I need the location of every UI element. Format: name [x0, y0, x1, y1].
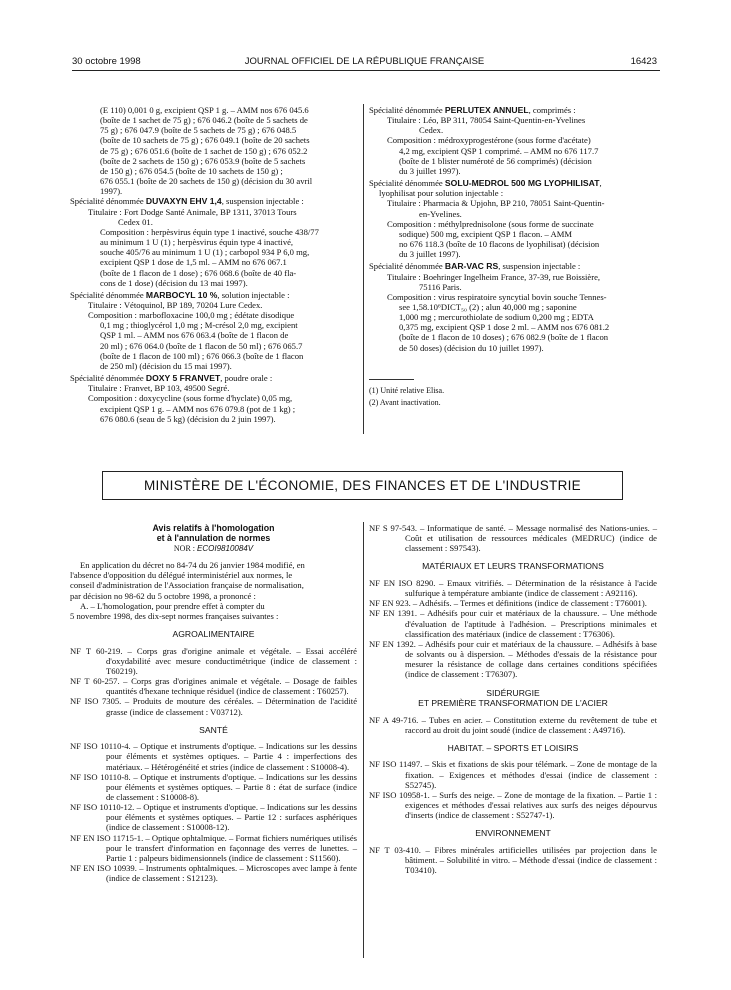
composition: [369, 292, 657, 353]
avis-title: [70, 523, 357, 543]
specialite-suffix: , comprimés :: [528, 105, 576, 115]
text-line: Composition : herpèsvirus équin type 1 inactivé, souche 438/77: [100, 226, 319, 237]
specialite-suffix: , suspension injectable :: [221, 196, 304, 207]
text-line: (boîte de 1 blister numéroté de 56 comprimés) (décision: [399, 155, 592, 166]
norm-description: – Adhésifs pour cuir et matériaux de la chaussure. – Une méthode d'évaluation de l'aptitude à l'adhésion. – Prescriptions minimales et classification des matériaux (indice de classement : T76306).: [405, 608, 657, 639]
norm-reference: NF T 03-410.: [369, 844, 421, 855]
text-line: du 3 juillet 1997).: [399, 249, 461, 260]
lead-line: (E 110) 0,001 0 g, excipient QSP 1 g. – AMM nos 676 045.6: [100, 105, 309, 115]
lead-paragraph: [70, 105, 358, 196]
text-line: Cedex 01.: [118, 216, 153, 227]
specialite-prefix: Spécialité dénommée: [70, 373, 144, 384]
norm-entry: [369, 639, 657, 680]
avis-intro: [70, 560, 357, 621]
top-left-column: [70, 105, 358, 424]
intro-line: 5 novembre 1998, des dix-sept normes françaises suivantes :: [70, 610, 279, 621]
text-line: (boîte de 1 flacon de 1 dose) ; 676 068.6 (boîte de 40 fla-: [100, 267, 297, 278]
top-column-divider: [363, 104, 364, 434]
text-line: 0,1 mg ; thioglycérol 1,0 mg ; M-crésol 2,0 mg, excipient: [100, 320, 298, 331]
header-journal-title: JOURNAL OFFICIEL DE LA RÉPUBLIQUE FRANÇAISE: [244, 56, 485, 67]
nor-reference: [70, 544, 357, 554]
section-heading: [70, 725, 357, 736]
specialite-prefix: Spécialité dénommée: [70, 289, 144, 300]
specialite-name: SOLU-MEDROL 500 MG LYOPHILISAT: [444, 178, 600, 189]
norm-description: – Adhésifs pour cuir et matériaux de la chaussure. – Adhésifs à base de solvants ou à dispersion. – Méthodes d'essais de la résistance pour mesurer la résistance de collage dans certaines conditions spécifiées (indice de classement : T76307).: [405, 638, 657, 680]
ministry-banner: MINISTÈRE DE L'ÉCONOMIE, DES FINANCES ET DE L'INDUSTRIE: [102, 471, 623, 500]
intro-line: A. – L'homologation, pour prendre effet à compter du: [80, 600, 265, 611]
specialite-duvaxyn: [70, 196, 358, 287]
text-line: QSP 1 ml. – AMM nos 676 063.4 (boîte de 1 flacon de: [100, 330, 289, 341]
norm-reference: NF ISO 10110-12.: [70, 802, 135, 813]
specialite-solumedrol: [369, 178, 657, 259]
lead-line: (boîte de 1 sachet de 75 g) ; 676 046.2 (boîte de 5 sachets de: [100, 115, 308, 126]
nor-code: ECOI9810084V: [197, 544, 254, 553]
section-heading-line: AGROALIMENTAIRE: [172, 629, 255, 640]
lead-line: (boîte de 10 sachets de 75 g) ; 676 049.1 (boîte de 20 sachets: [100, 135, 310, 146]
text-line: Composition : virus respiratoire syncytial bovin souche Tennes-: [387, 291, 607, 302]
titulaire: [369, 198, 657, 218]
norm-description: – Adhésifs. – Termes et définitions (indice de classement : T76001).: [410, 598, 647, 609]
norm-reference: NF T 60-219.: [70, 645, 123, 656]
norm-entry: [369, 608, 657, 638]
norm-reference: NF EN 1391.: [369, 608, 418, 619]
text-line: 1,000 mg ; mercurothiolate de sodium 0,200 mg ; EDTA: [399, 312, 594, 323]
text-line: Composition : marbofloxacine 100,0 mg ; édétate disodique: [88, 310, 295, 321]
section-heading-line: MATÉRIAUX ET LEURS TRANSFORMATIONS: [422, 561, 604, 572]
section-heading-line: SANTÉ: [199, 724, 228, 735]
text-line: Titulaire : Franvet, BP 103, 49500 Segré.: [88, 383, 230, 394]
composition: [369, 135, 657, 176]
intro-line: l'absence d'opposition du délégué interministériel aux normes, le: [70, 570, 293, 581]
text-line: au minimum 1 U (1) ; herpèsvirus équin type 4 inactivé,: [100, 237, 294, 248]
specialite-heading: [369, 178, 657, 188]
norm-reference: NF ISO 10958-1.: [369, 789, 430, 800]
norm-entry: [369, 845, 657, 875]
norm-reference: NF ISO 10110-4.: [70, 741, 131, 752]
page-header: [72, 56, 657, 70]
avis-title-line: et à l'annulation de normes: [156, 533, 271, 543]
text-line: Titulaire : Pharmacia & Upjohn, BP 210, 78051 Saint-Quentin-: [387, 198, 605, 209]
intro-line: par décision no 98-62 du 5 octobre 1998, a prononcé :: [70, 590, 256, 601]
text-line: see 1,58.10⁶DICT₅₀ (2) ; alun 40,000 mg ; saponine: [399, 301, 577, 312]
specialite-heading: [70, 373, 358, 383]
specialite-prefix: Spécialité dénommée: [369, 261, 443, 272]
norm-description: – Instruments ophtalmiques. – Microscopes avec lampe à fente (indice de classement : S12123).: [106, 863, 357, 884]
section-heading: [369, 828, 657, 839]
norm-entry: [369, 598, 657, 608]
text-line: Composition : doxycycline (sous forme d'hyclate) 0,05 mg,: [88, 393, 293, 404]
norm-reference: NF T 60-257.: [70, 676, 120, 687]
lead-line: 75 g) ; 676 047.9 (boîte de 5 sachets de 75 g) ; 676 048.5: [100, 125, 297, 136]
footnote: (1) Unité relative Elisa.: [369, 385, 445, 395]
lead-line: 676 055.1 (boîte de 20 sachets de 150 g) (décision du 30 avril: [100, 176, 313, 187]
text-line: 0,375 mg, excipient QSP 1 dose 2 ml. – AMM nos 676 081.2: [399, 322, 610, 333]
specialite-form: lyophilisat pour solution injectable :: [379, 188, 504, 199]
norm-description: – Informatique de santé. – Message normalisé des Nations-unies. – Coût et utilisation de ressources médicales (MEDRUC) (indice de classement : S97543).: [405, 523, 658, 554]
specialite-perlutex: [369, 105, 657, 176]
section-heading: [70, 629, 357, 640]
composition: [70, 393, 358, 423]
norm-reference: NF EN ISO 8290.: [369, 577, 436, 588]
text-line: 20 ml) ; 676 064.0 (boîte de 1 flacon de 50 ml) ; 676 065.7: [100, 340, 303, 351]
titulaire: [70, 207, 358, 227]
section-heading-line: HABITAT. – SPORTS ET LOISIRS: [447, 742, 579, 753]
norm-description: – Optique et instruments d'optique. – Indications sur les dessins pour éléments et systèmes optiques. – Partie 12 : surfaces asphériques (indice de classement : S10008-12).: [106, 802, 357, 833]
norm-entry: [369, 578, 657, 598]
norm-entry: [70, 696, 357, 716]
norm-reference: NF A 49-716.: [369, 714, 419, 725]
norm-entry: [369, 715, 657, 735]
norm-entry: [70, 741, 357, 771]
specialite-barvac: [369, 261, 657, 352]
titulaire: [70, 383, 358, 393]
text-line: souche 405/76 au minimum 1 U (1) ; carbopol 934 P 6,0 mg,: [100, 247, 310, 258]
norm-reference: NF ISO 10110-8.: [70, 771, 131, 782]
section-heading-line: ET PREMIÈRE TRANSFORMATION DE L'ACIER: [418, 698, 608, 709]
specialite-prefix: Spécialité dénommée: [369, 178, 443, 189]
text-line: sodique) 500 mg, excipient QSP 1 flacon. – AMM: [399, 228, 572, 239]
footnotes: [369, 379, 657, 409]
norm-entry: [369, 790, 657, 820]
text-line: Titulaire : Fort Dodge Santé Animale, BP 1311, 37013 Tours: [88, 206, 297, 217]
norm-description: – Fibres minérales artificielles utilisées par projection dans le bâtiment. – Solubilité in vitro. – Méthode d'essai (indice de classement : T03410).: [405, 844, 658, 876]
specialite-name: PERLUTEX ANNUEL: [444, 105, 529, 115]
norm-entry: [70, 833, 357, 863]
text-line: excipient QSP 1 dose de 1,5 ml. – AMM no 676 067.1: [100, 257, 287, 268]
section-heading-line: SIDÉRURGIE: [486, 687, 540, 698]
specialite-prefix: Spécialité dénommée: [369, 105, 443, 115]
text-line: 676 080.6 (seau de 5 kg) (décision du 2 juin 1997).: [100, 413, 276, 424]
lead-line: de 150 g) ; 676 054.5 (boîte de 10 sachets de 150 g) ;: [100, 165, 283, 176]
norm-entry: [369, 523, 657, 553]
text-line: de 250 ml) (décision du 15 mai 1997).: [100, 360, 232, 371]
norm-description: – Emaux vitrifiés. – Détermination de la résistance à l'acide sulfurique à température ambiante (indice de classement : A92116).: [405, 577, 657, 599]
top-right-column: [369, 105, 657, 409]
text-line: no 676 118.3 (boîte de 10 flacons de lyophilisat) (décision: [399, 239, 600, 250]
header-rule: [72, 70, 660, 71]
specialite-name: MARBOCYL 10 %: [145, 289, 218, 300]
text-line: Titulaire : Vétoquinol, BP 189, 70204 Lure Cedex.: [88, 299, 263, 310]
norm-description: – Optique et instruments d'optique. – Indications sur les dessins pour éléments et systèmes optiques. – Partie 8 : état de surface (indice de classement : S10008-8).: [106, 771, 357, 802]
text-line: Titulaire : Boehringer Ingelheim France, 37-39, rue Boissière,: [387, 271, 601, 282]
composition: [369, 219, 657, 260]
norm-reference: NF EN 923.: [369, 598, 411, 609]
specialite-suffix: , solution injectable :: [217, 289, 290, 300]
specialite-suffix: , suspension injectable :: [498, 261, 581, 272]
specialite-heading: [70, 290, 358, 300]
bottom-left-column: [70, 523, 357, 883]
norm-entry: [70, 802, 357, 832]
text-line: Composition : médroxyprogestérone (sous forme d'acétate): [387, 135, 591, 146]
norm-description: – Corps gras d'origine animale et végétale. – Essai accéléré d'oxydabilité avec mesure conductimétrique (indice de classement : T60219).: [106, 645, 357, 676]
specialite-name: DOXY 5 FRANVET: [145, 373, 221, 384]
header-page-number: 16423: [630, 56, 657, 67]
norm-entry: [70, 646, 357, 676]
footnote: (2) Avant inactivation.: [369, 397, 441, 407]
section-heading-line: ENVIRONNEMENT: [475, 828, 551, 839]
norm-reference: NF EN ISO 10939.: [70, 863, 137, 874]
intro-line: conseil d'administration de l'Association française de normalisation,: [70, 580, 304, 591]
specialite-name: BAR-VAC RS: [444, 261, 499, 272]
norm-entry: [369, 759, 657, 789]
norm-description: – Optique et instruments d'optique. – Indications sur les dessins pour éléments et systèmes optiques. – Partie 4 : imperfections des matériaux. – Hétérogénéité et stries (indice de classement : S10008-4).: [106, 741, 357, 772]
text-line: de 50 doses) (décision du 10 juillet 1997).: [399, 342, 544, 353]
intro-line: En application du décret no 84-74 du 26 janvier 1984 modifié, en: [80, 560, 305, 571]
composition: [70, 227, 358, 288]
text-line: Composition : méthylprednisolone (sous forme de succinate: [387, 218, 594, 229]
header-date: 30 octobre 1998: [72, 56, 141, 67]
avis-title-line: Avis relatifs à l'homologation: [152, 523, 275, 533]
lead-line: 1997).: [100, 186, 123, 197]
norm-reference: NF EN ISO 11715-1.: [70, 832, 144, 843]
text-line: du 3 juillet 1997).: [399, 165, 461, 176]
specialite-name: DUVAXYN EHV 1,4: [145, 196, 222, 207]
norm-description: – Optique ophtalmique. – Format fichiers numériques utilisés pour le transfert d'information en façonnage des verres de lunettes. – Partie 1 : palpeurs bidimensionnels (indice de classement : S11560).: [106, 832, 357, 863]
specialite-prefix: Spécialité dénommée: [70, 196, 144, 207]
norm-reference: NF ISO 11497.: [369, 759, 423, 770]
specialite-marbocyl: [70, 290, 358, 371]
text-line: (boîte de 1 flacon de 10 doses) ; 676 082.9 (boîte de 1 flacon: [399, 332, 609, 343]
titulaire: [369, 272, 657, 292]
norm-description: – Tubes en acier. – Constitution externe du revêtement de tube et raccord au droit du joint soudé (indice de classement : A49716).: [405, 714, 657, 735]
composition: [70, 310, 358, 371]
norm-reference: NF EN 1392.: [369, 638, 416, 649]
text-line: excipient QSP 1 g. – AMM nos 676 079.8 (pot de 1 kg) ;: [100, 403, 296, 414]
text-line: Titulaire : Léo, BP 311, 78054 Saint-Quentin-en-Yvelines: [387, 115, 586, 126]
left-sections: [70, 629, 357, 883]
text-line: (boîte de 1 flacon de 100 ml) ; 676 066.3 (boîte de 1 flacon: [100, 350, 304, 361]
norm-description: – Produits de mouture des céréales. – Détermination de l'acidité grasse (indice de classement : V03712).: [106, 696, 358, 717]
lead-line: de 75 g) ; 676 051.6 (boîte de 1 sachet de 150 g) ; 676 052.2: [100, 145, 308, 156]
norm-entry: [70, 863, 357, 883]
bottom-right-column: [369, 523, 657, 875]
right-sections: [369, 523, 657, 875]
specialite-heading: [369, 261, 657, 271]
norm-reference: NF ISO 7305.: [70, 696, 122, 707]
norm-reference: NF S 97-543.: [369, 523, 418, 533]
titulaire: [369, 115, 657, 135]
norm-entry: [70, 676, 357, 696]
text-line: 75116 Paris.: [419, 281, 462, 292]
titulaire: [70, 300, 358, 310]
bottom-column-divider: [363, 522, 364, 958]
nor-label: NOR :: [173, 544, 196, 553]
text-line: cons de 1 dose) (décision du 13 mai 1997).: [100, 277, 248, 288]
section-heading: [369, 743, 657, 754]
specialite-heading: [369, 105, 657, 115]
footnote-rule: [369, 379, 414, 380]
specialite-heading: [70, 196, 358, 206]
section-heading: [369, 688, 657, 709]
norm-description: – Surfs des neige. – Zone de montage de la fixation. – Partie 1 : exigences et méthodes d'essai relatives aux surfs des neiges dépourvus d'inserts (indice de classement : S52747-1).: [405, 789, 658, 821]
lead-line: (boîte de 2 sachets de 150 g) ; 676 053.9 (boîte de 5 sachets: [100, 155, 306, 166]
norm-description: – Skis et fixations de skis pour télémark. – Zone de montage de la fixation. – Exigences et méthodes d'essai (indice de classement : S52745).: [405, 759, 657, 790]
specialite-suffix: , poudre orale :: [220, 373, 273, 384]
norm-description: – Corps gras d'origines animale et végétale. – Dosage de faibles quantités d'hexane technique résiduel (indice de classement : T60257).: [106, 676, 357, 697]
section-heading: [369, 561, 657, 572]
norm-entry: [70, 772, 357, 802]
specialite-suffix: ,: [599, 178, 602, 189]
text-line: Cedex.: [419, 125, 444, 136]
specialite-doxy: [70, 373, 358, 424]
text-line: en-Yvelines.: [419, 208, 462, 219]
text-line: 4,2 mg, excipient QSP 1 comprimé. – AMM no 676 117.7: [399, 145, 599, 156]
